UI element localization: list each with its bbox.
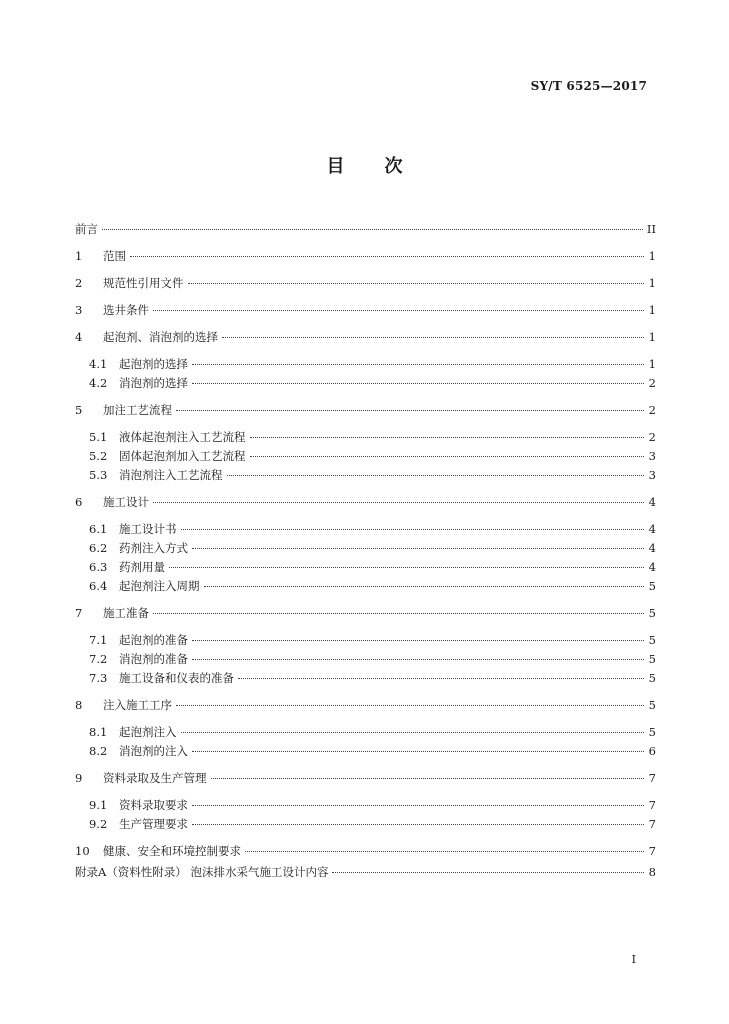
toc-entry-number: 3 [75,303,83,317]
toc-entry-page: 1 [648,357,656,371]
toc-dot-leader [245,850,644,852]
toc-entry[interactable] [75,402,656,420]
page-number: I [631,953,636,966]
toc-entry-title: 资料录取及生产管理 [103,771,207,785]
toc-dot-leader [250,436,645,438]
toc-entry[interactable] [89,632,656,650]
toc-entry-page: 4 [648,495,656,509]
toc-entry[interactable] [89,651,656,669]
toc-entry-page: 2 [648,403,656,417]
toc-entry[interactable] [75,843,656,861]
toc-entry-page: 2 [648,376,656,390]
toc-entry-page: 5 [648,671,656,685]
toc-entry-page: 1 [648,303,656,317]
toc-entry-page: 7 [648,798,656,812]
toc-entry-number: 6 [75,495,83,509]
toc-entry-title: 消泡剂的注入 [119,744,188,758]
toc-entry[interactable] [89,559,656,577]
toc-entry[interactable] [75,248,656,266]
toc-dot-leader [192,382,644,384]
toc-entry-number: 4.2 [89,376,108,390]
toc-entry-number: 4.1 [89,357,108,371]
toc-entry-number: 4 [75,330,83,344]
toc-entry-page: 5 [648,633,656,647]
toc-entry-title: 消泡剂注入工艺流程 [119,468,223,482]
toc-entry-number: 5 [75,403,83,417]
toc-dot-leader [188,282,645,284]
toc-entry[interactable] [75,221,656,239]
toc-entry-page: 1 [648,330,656,344]
toc-entry[interactable] [89,797,656,815]
toc-entry-number: 6.1 [89,522,108,536]
toc-entry-number: 8.1 [89,725,108,739]
toc-entry-page: 5 [648,698,656,712]
toc-dot-leader [192,804,644,806]
toc-entry-title: 起泡剂注入 [119,725,177,739]
toc-dot-leader [192,363,644,365]
toc-entry-number: 5.2 [89,449,108,463]
toc-dot-leader [130,255,644,257]
toc-entry-page: 7 [648,771,656,785]
toc-entry-number: 7 [75,606,83,620]
toc-entry[interactable] [75,275,656,293]
toc-entry-title: 起泡剂注入周期 [119,579,200,593]
toc-entry-page: 3 [648,468,656,482]
toc-dot-leader [153,309,644,311]
toc-entry-page: 4 [648,560,656,574]
toc-entry[interactable] [89,467,656,485]
toc-entry[interactable] [89,670,656,688]
toc-entry-page: 5 [648,725,656,739]
toc-dot-leader [204,585,645,587]
toc-entry-title: 注入施工工序 [103,698,172,712]
toc-entry-number: 9.2 [89,817,108,831]
toc-dot-leader [153,612,644,614]
toc-dot-leader [192,750,644,752]
toc-entry[interactable] [89,540,656,558]
toc-entry[interactable] [89,578,656,596]
toc-entry-page: 5 [648,579,656,593]
toc-entry-number: 6.4 [89,579,108,593]
page-title: 目次 [326,156,443,177]
toc-entry-number: 6.2 [89,541,108,555]
toc-entry-number: 7.2 [89,652,108,666]
toc-entry[interactable] [75,494,656,512]
toc-dot-leader [332,871,644,873]
toc-entry-number: 9 [75,771,83,785]
toc-dot-leader [176,409,644,411]
toc-entry[interactable] [89,375,656,393]
toc-dot-leader [250,455,645,457]
toc-entry[interactable] [89,356,656,374]
toc-entry-title: 消泡剂的选择 [119,376,188,390]
toc-entry-title: 加注工艺流程 [103,403,172,417]
toc-entry-title: 液体起泡剂注入工艺流程 [119,430,246,444]
toc-dot-leader [176,704,644,706]
toc-entry-page: 1 [648,276,656,290]
toc-entry[interactable] [75,329,656,347]
toc-entry[interactable] [89,724,656,742]
toc-dot-leader [192,639,644,641]
toc-dot-leader [192,823,644,825]
toc-entry-title: 药剂用量 [119,560,165,574]
toc-dot-leader [222,336,644,338]
toc-entry[interactable] [89,429,656,447]
toc-dot-leader [153,501,644,503]
toc-entry-number: 5.1 [89,430,108,444]
toc-entry-title: 起泡剂、消泡剂的选择 [103,330,218,344]
toc-dot-leader [169,566,644,568]
toc-entry[interactable] [75,864,656,882]
toc-entry[interactable] [75,697,656,715]
toc-entry-title: 前言 [75,222,98,236]
toc-entry-title: 施工设备和仪表的准备 [119,671,234,685]
toc-entry-number: 2 [75,276,83,290]
toc-entry-page: II [646,222,656,236]
toc-dot-leader [102,228,643,230]
toc-entry-page: 4 [648,541,656,555]
toc-entry-page: 3 [648,449,656,463]
toc-entry-title: 施工准备 [103,606,149,620]
toc-entry[interactable] [75,605,656,623]
toc-entry-title: 附录A（资料性附录） 泡沫排水采气施工设计内容 [75,865,329,879]
toc-entry-title: 范围 [103,249,126,263]
toc-entry-title: 固体起泡剂加入工艺流程 [119,449,246,463]
toc-entry-number: 7.1 [89,633,108,647]
toc-entry-page: 2 [648,430,656,444]
toc-entry[interactable] [89,448,656,466]
toc-entry-number: 6.3 [89,560,108,574]
toc-entry-page: 6 [648,744,656,758]
toc-entry-page: 4 [648,522,656,536]
toc-entry-page: 8 [648,865,656,879]
toc-dot-leader [181,731,645,733]
toc-entry-title: 施工设计 [103,495,149,509]
toc-entry-title: 生产管理要求 [119,817,188,831]
toc-entry-number: 5.3 [89,468,108,482]
toc-entry-page: 1 [648,249,656,263]
toc-entry-page: 7 [648,817,656,831]
toc-entry[interactable] [89,743,656,761]
toc-entry-number: 9.1 [89,798,108,812]
toc-dot-leader [227,474,645,476]
toc-dot-leader [181,528,645,530]
standard-code: SY/T 6525—2017 [530,79,647,93]
toc-entry[interactable] [75,302,656,320]
toc-entry-number: 8 [75,698,83,712]
toc-entry[interactable] [89,521,656,539]
toc-entry[interactable] [89,816,656,834]
toc-dot-leader [192,547,644,549]
toc-entry-title: 起泡剂的准备 [119,633,188,647]
toc-entry-title: 资料录取要求 [119,798,188,812]
toc-entry-number: 10 [75,844,90,858]
toc-dot-leader [211,777,645,779]
toc-entry-title: 施工设计书 [119,522,177,536]
toc-entry-title: 起泡剂的选择 [119,357,188,371]
toc-entry-title: 健康、安全和环境控制要求 [103,844,241,858]
toc-entry-page: 7 [648,844,656,858]
toc-entry[interactable] [75,770,656,788]
toc-entry-page: 5 [648,606,656,620]
toc-entry-number: 7.3 [89,671,108,685]
toc-entry-page: 5 [648,652,656,666]
toc-dot-leader [238,677,644,679]
toc-entry-title: 消泡剂的准备 [119,652,188,666]
toc-entry-number: 8.2 [89,744,108,758]
toc-entry-title: 选井条件 [103,303,149,317]
toc-dot-leader [192,658,644,660]
toc-entry-title: 药剂注入方式 [119,541,188,555]
toc-entry-title: 规范性引用文件 [103,276,184,290]
toc-entry-number: 1 [75,249,83,263]
